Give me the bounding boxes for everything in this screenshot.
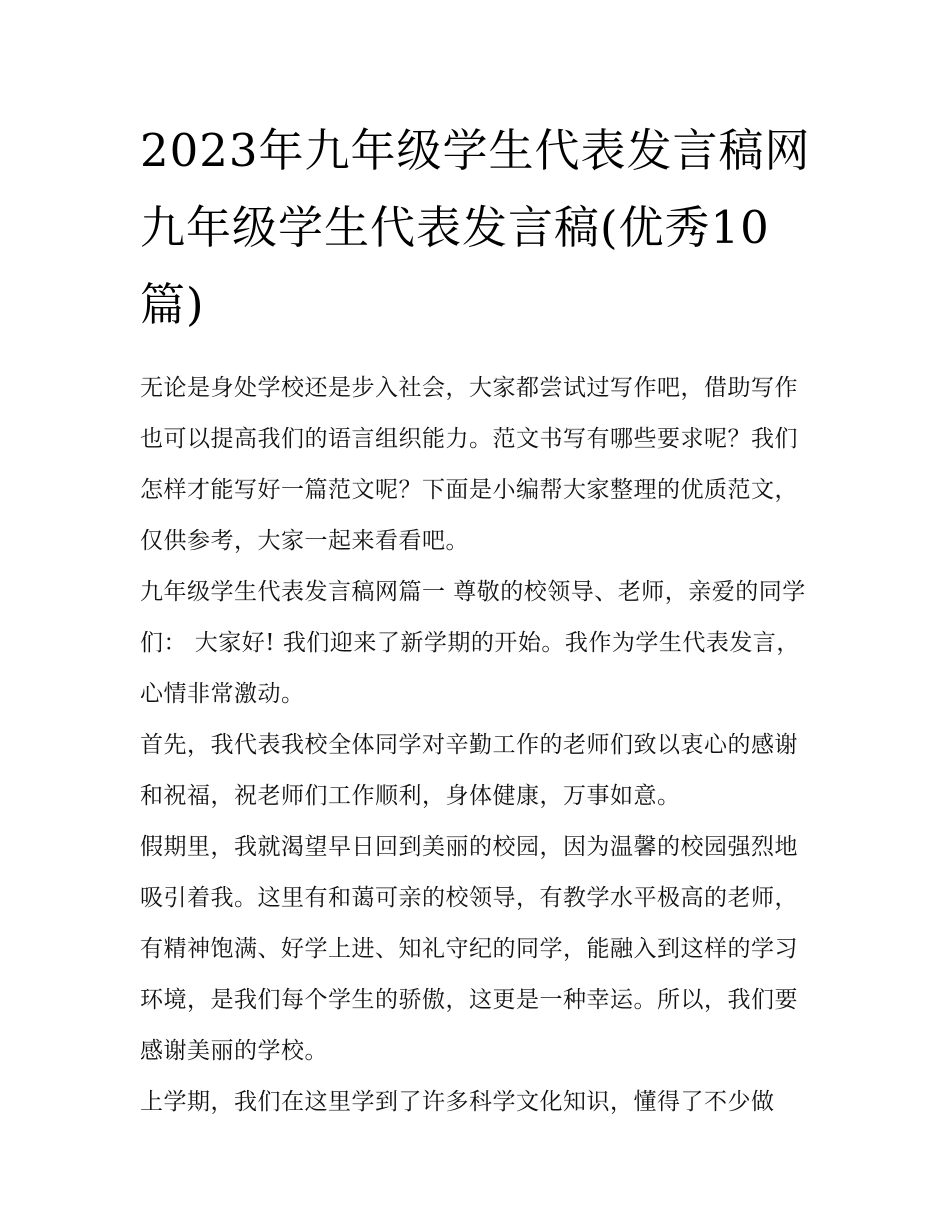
paragraph-holiday: 假期里，我就渴望早日回到美丽的校园，因为温馨的校园强烈地吸引着我。这里有和蔼可亲的校领导，有教学水平极高的老师，有精神饱满、好学上进、知礼守纪的同学，能融入到这样的学习环境，是我们每个学生的骄傲，这更是一种幸运。所以，我们要感谢美丽的学校。 <box>140 834 798 1064</box>
paragraph-last-term: 上学期，我们在这里学到了许多科学文化知识，懂得了不少做 <box>140 1089 775 1115</box>
paragraph-thanks: 首先，我代表我校全体同学对辛勤工作的老师们致以衷心的感谢和祝福，祝老师们工作顺利，身体健康，万事如意。 <box>140 732 798 809</box>
paragraph-intro: 无论是身处学校还是步入社会，大家都尝试过写作吧，借助写作也可以提高我们的语言组织能力。范文书写有哪些要求呢？我们怎样才能写好一篇范文呢？下面是小编帮大家整理的优质范文，仅供参考，大家一起来看看吧。 <box>140 375 798 554</box>
document-title: 2023年九年级学生代表发言稿网 九年级学生代表发言稿(优秀10篇) <box>140 124 811 331</box>
document-body <box>140 112 812 1128</box>
paragraph-greeting: 九年级学生代表发言稿网篇一 尊敬的校领导、老师，亲爱的同学们： 大家好! 我们迎来了新学期的开始。我作为学生代表发言，心情非常激动。 <box>140 579 806 707</box>
